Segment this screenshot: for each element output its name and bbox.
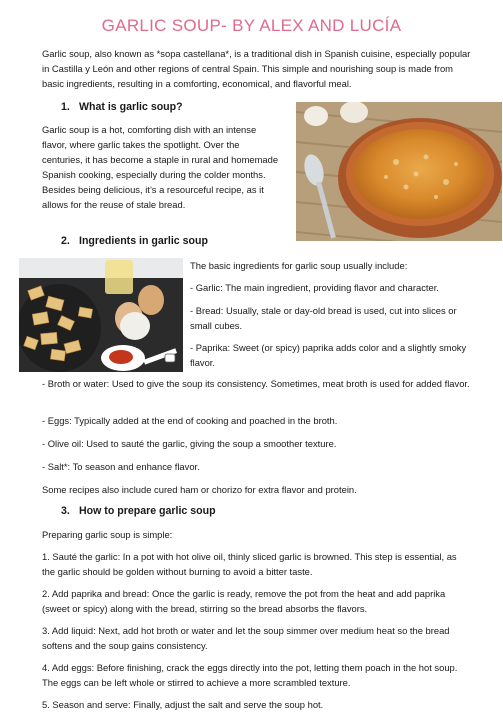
ingredient-item: - Olive oil: Used to sauté the garlic, giving the soup a smoother texture. [42,438,337,449]
section-1-heading [61,100,183,114]
section-1-title: What is garlic soup? [79,101,183,113]
ingredient-item: - Bread: Usually, stale or day-old bread is used, cut into slices or small cubes. [190,305,457,331]
section-3-heading [61,504,216,518]
section-2-title: Ingredients in garlic soup [79,235,208,247]
section-1-body: Garlic soup is a hot, comforting dish with an intense flavor, where garlic takes the spotlight. Over the centuries, it has become a staple in rural and homemade Spanish cooking, especially during the colder months. Besides being delicious, it’s a resourceful recipe, as it allows for the reuse of stale bread. [42,124,279,210]
intro-paragraph: Garlic soup, also known as *sopa castellana*, is a traditional dish in Spanish cuisine, especially popular in Castilla y León and other regions of central Spain. This simple and nourishing soup is made from basic ingredients, resulting in a comforting, economical, and flavorful meal. [42,48,471,89]
step-item: 3. Add liquid: Next, add hot broth or water and let the soup simmer over medium heat so the bread softens and the soup gains consistency. [42,625,450,651]
ingredient-item: - Salt*: To season and enhance flavor. [42,461,200,472]
page-title: GARLIC SOUP- BY ALEX AND LUCÍA [101,16,402,35]
garlic-soup-photo [296,102,502,241]
step-item: 1. Sauté the garlic: In a pot with hot olive oil, thinly sliced garlic is browned. This step is essential, as the garlic should be golden without burning to avoid a bitter taste. [42,551,457,577]
section-2-heading [61,234,208,248]
section-2-lead: The basic ingredients for garlic soup usually include: [190,260,408,271]
section-3-number: 3. [61,505,70,517]
garlic-soup-illustration [296,102,502,241]
section-2-note: Some recipes also include cured ham or chorizo for extra flavor and protein. [42,484,357,495]
step-item: 2. Add paprika and bread: Once the garlic is ready, remove the pot from the heat and add paprika (sweet or spicy) along with the bread, stirring so the bread absorbs the flavors. [42,588,446,614]
ingredients-photo [19,258,183,372]
section-1-number: 1. [61,101,70,113]
step-item: 4. Add eggs: Before finishing, crack the eggs directly into the pot, letting them poach in the hot soup. The eggs can be left whole or stirred to achieve a more scrambled texture. [42,662,458,688]
section-2-number: 2. [61,235,70,247]
ingredient-item: - Broth or water: Used to give the soup its consistency. Sometimes, meat broth is used for added flavor. [42,378,470,389]
step-item: 5. Season and serve: Finally, adjust the salt and serve the soup hot. [42,699,324,710]
ingredient-item: - Eggs: Typically added at the end of cooking and poached in the broth. [42,415,338,426]
section-3-title: How to prepare garlic soup [79,505,216,517]
ingredient-item: - Paprika: Sweet (or spicy) paprika adds color and a slightly smoky flavor. [190,342,467,368]
ingredient-item: - Garlic: The main ingredient, providing flavor and character. [190,282,439,293]
ingredients-illustration [19,258,183,372]
section-3-lead: Preparing garlic soup is simple: [42,529,173,540]
